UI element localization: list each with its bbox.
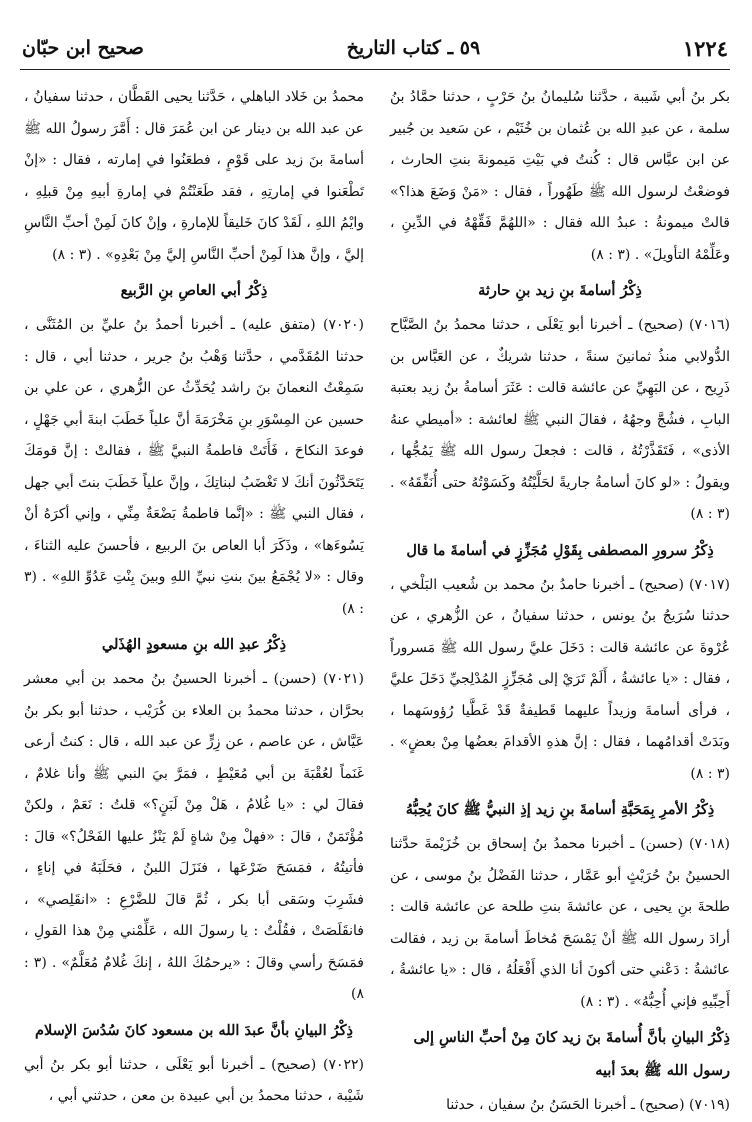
text-block: محمدُ بن خَلاد الباهلي ، حَدَّثنا يحيى القَطَّان ، حدثنا سفيانُ ، عن عبد الله بن دينار عن ابن عُمَرَ قال : أَمَّرَ رسولُ الله ﷺ أسامةَ بنَ زيد على قَوْمٍ ، فطعَنُوا في إمارته ، فقال : «إنْ تَطْعَنوا في إمارتِهِ ، فقد طَعَنْتُمْ في إمارةِ أبيهِ مِنْ قبلِهِ ، وايْمُ اللهِ ، لَقَدْ كانَ خَليقاً للإمارةِ ، وإنْ كانَ لَمِنْ أحبِّ النَّاسِ إليَّ ، وإنَّ هذا لَمِنْ أحبِّ النَّاسِ إليَّ مِنْ بَعْدِهِ» . (٣ : ٨) [24,89,364,263]
section-heading: ذِكْرُ أسامةَ بنِ زيد بنِ حارثة [478,282,642,299]
hadith-7021: (٧٠٢١) (حسن) ـ أخبرنا الحسينُ بنُ محمد بن أبي معشر بحرَّان ، حدثنا محمدُ بن العلاء بن كُرَيْب ، حدثنا أبو بكر بنُ عَيَّاش ، عن عاصم ، عن زِرٍّ عن عبد الله ، قال : كنتُ أرعى غَنَماً لعُقْبَةَ بن أبي مُعَيْطٍ ، فمَرَّ بيَ النبي ﷺ وأنا غلامٌ ، فقالَ لي : «يا غُلامُ ، هَلْ مِنْ لَبَنٍ؟» قلتُ : نَعَمْ ، ولكنْ مُؤْتَمَنٌ ، قالَ : «فهلْ مِنْ شاةٍ لَمْ يَنْزُ عليها الفَحْلُ؟» قالَ : فأتيتُهُ ، فمَسَحَ ضَرْعَها ، فنَزَلَ اللبنُ ، فحَلَبَهُ في إناءٍ ، فشَرِبَ وسَقى أبا بكر ، ثُمَّ قالَ للضَّرْعِ : «انقَلِصي» ، فانقَلَصَتْ ، فقُلْتُ : يا رسولَ الله ، عَلِّمْني مِنْ هذا القولِ ، فمَسَحَ رأسي وقالَ : «يرحمُكَ اللهُ ، إنكَ غُلامٌ مُعَلَّمٌ» . (٣ : ٨) [24,671,364,1002]
running-header [22,28,728,68]
section-heading: ذِكْرُ سرورِ المصطفى بِقَوْلِ مُجَزِّزٍ في أسامةَ ما قال [406,541,714,559]
section-heading: ذِكْرُ عبدِ الله بنِ مسعودٍ الهُذَلي [101,636,287,653]
section-heading: ذِكْرُ البيانِ بأنَّ أُسامةَ بنَ زيد كانَ مِنْ أحبِّ الناسِ إلى رسول الله ﷺ بعدَ أبيه [413,1029,730,1079]
page-number: ١٢٢٤ [682,35,728,61]
hadith-7019: (٧٠١٩) (صحيح) ـ أخبرنا الحَسَنُ بنُ سفيان ، حدثنا [446,1097,730,1113]
chapter-title: ٥٩ ـ كتاب التاريخ [346,37,481,59]
hadith-7018: (٧٠١٨) (حسن) ـ أخبرنا محمدُ بنُ إسحاق بن خُزَيْمةَ حدَّثنا الحسينُ بنُ حُرَيْثٍ أبو عَمَّار ، حدثنا الفَضْلُ بنُ موسى ، عن طلحةَ بنِ يحيى ، عن عائشةَ بنتِ طلحة عن عائشة قالت : أرادَ رسول الله ﷺ أنْ يَمْسَحَ مُخاطَ أسامةَ بن زيد ، فقالت عائشةُ : دَعْني حتى أكونَ أنا الذي أَفْعَلُهُ ، قال : «يا عائشةُ ، أَحِبِّيهِ فإني أُحِبُّهُ» . (٣ : ٨) [390,836,730,1010]
hadith-7017: (٧٠١٧) (صحيح) ـ أخبرنا حامدُ بنُ محمد بن شُعيب البَلْخي ، حدثنا سُرَيجُ بنُ يونس ، حدثنا سفيانُ ، عن الزُّهري ، عن عُرْوةَ عن عائشة قالت : دَخَلَ عليَّ رسول الله ﷺ مَسروراً ، فقال : «يا عائشةُ ، أَلَمْ تَرَيْ إلى مُجَزِّزٍ المُدْلِجيِّ دَخَلَ عليَّ ، فرأى أسامةَ وزيداً عليهما قَطيفةٌ قَدْ غَطَّيا رُؤوسَهما ، وبَدَتْ أقدامُهما ، فقال : إنَّ هذهِ الأقدامَ بعضُها مِنْ بعضٍ» . (٣ : ٨) [390,576,730,782]
hadith-7020: (٧٠٢٠) (متفق عليه) ـ أخبرنا أحمدُ بنُ عليِّ بن المُثَنَّى ، حدثنا المُقَدَّمي ، حدَّثنا وَهْبُ بنُ جرير ، حدثنا أبي ، قال : سَمِعْتُ النعمانَ بنَ راشد يُحَدِّثُ عن الزُّهري ، عن علي بن حسين عن المِسْوَرِ بنِ مَخْرَمَةَ أنَّ علياً خَطَبَ ابنةَ أبي جَهْلٍ ، فوعدَ النكاحَ ، فَأَتَتْ فاطمةُ النبيَّ ﷺ ، فقالتْ : إنَّ قومَكَ يَتَحَدَّثُونَ أنكَ لا تَغْضَبُ لبناتِكَ ، وإنَّ علياً خَطَبَ بنتَ أبي جهل ، فقال النبي ﷺ : «إنَّما فاطمةُ بَضْعَةٌ مِنِّي ، وإني أكرَهُ أنْ يَسُوءَها» ، وذَكَرَ أبا العاص بنَ الربيع ، فأحسنَ عليه الثناءَ ، وقال : «لا يُجْمَعُ بينَ بنتِ نبيِّ اللهِ وبينَ بِنْتِ عَدُوِّ اللهِ» . (٣ : ٨) [24,317,364,617]
right-column [390,82,730,1113]
section-heading: ذِكْرُ أبي العاصِ بنِ الرَّبيع [120,282,268,299]
section-heading: ذِكْرُ الأمرِ بِمَحَبَّةِ أسامةَ بنِ زيد إذِ النبيُّ ﷺ كانَ يُحِبُّهُ [405,801,715,818]
hadith-7022: (٧٠٢٢) (صحيح) ـ أخبرنا أبو يَعْلَى ، حدثنا أبو بكر بنُ أبي شَيْبة ، حدثنا محمدُ بن أبي عبيدة بن معن ، حدثني أبي ، [24,1056,364,1104]
left-column [24,82,364,1104]
text-block: بكر بنُ أبي شَيبة ، حدَّثنا سُليمانُ بنُ حَرْبٍ ، حدثنا حمَّادُ بنُ سلمة ، عن عبدِ الله بن عُثمان بن خُثَيْم ، عن سَعيد بن جُبير عن ابن عبَّاس قال : كُنتُ في بَيْتِ مَيمونةَ بنتِ الحارث ، فوضعْتُ لرسول الله ﷺ طَهُوراً ، فقال : «مَنْ وَضَعَ هذا؟» قالتْ ميمونةُ : عبدُ الله فقال : «اللهُمَّ فَقِّهْهُ في الدِّينِ ، وعَلِّمْهُ التأويلَ» . (٣ : ٨) [390,89,730,263]
hadith-7016: (٧٠١٦) (صحيح) ـ أخبرنا أبو يَعْلَى ، حدثنا محمدُ بنُ الصَّبَّاح الدُّولابي منذُ ثمانينَ سنةً ، حدثنا شريكٌ ، عن العَبَّاس بن ذَرِيح ، عن البَهِيِّ عن عائشة قالت : عَثَرَ أسامةُ بنُ زيد بعتبة البابِ ، فشُجَّ وجهُهُ ، فقالَ النبي ﷺ لعائشة : «أميطي عنهُ الأذى» ، فَتَقَذَّرْتُهُ ، قالت : فجعلَ رسول الله ﷺ يَمُجُّها ، ويقولُ : «لو كانَ أسامةُ جاريةً لحَلَّيْتُهُ وكَسَوْتُهُ حتى أُنَفِّقَهُ» . (٣ : ٨) [390,317,730,522]
book-title: صحيح ابن حبّان [22,37,144,59]
section-heading: ذِكْرُ البيانِ بأنَّ عبدَ الله بن مسعود كانَ سُدُسَ الإسلام [34,1021,354,1039]
header-rule [20,69,730,70]
